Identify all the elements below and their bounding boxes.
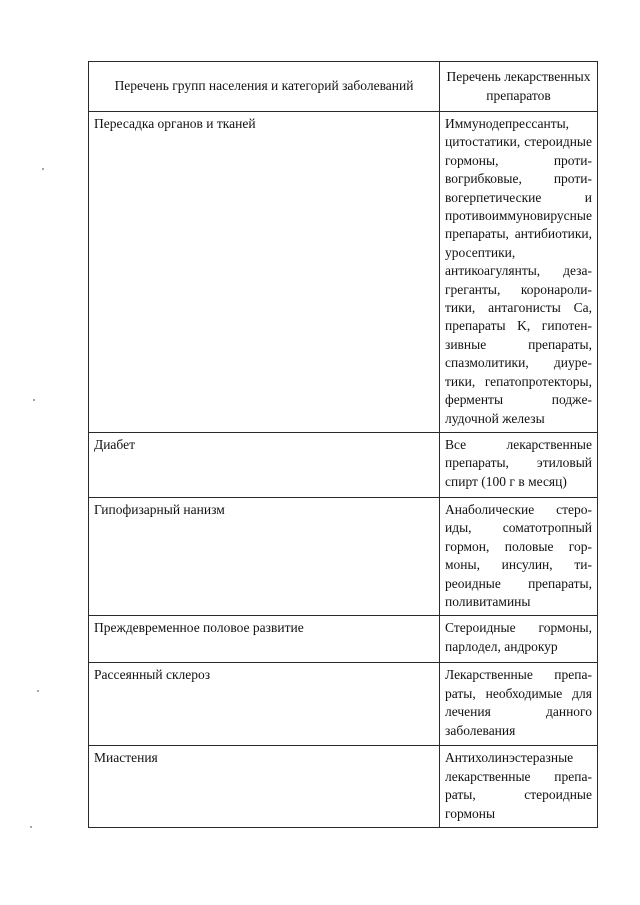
table-row xyxy=(89,497,598,615)
scan-speck xyxy=(42,168,44,170)
drugs-cell: Антихолинэстеразные лекарственные препараты, стероидные гормоны xyxy=(440,746,598,828)
scan-speck xyxy=(37,690,39,692)
group-cell: Рассеянный склероз xyxy=(89,663,440,746)
drug-list-table xyxy=(88,61,598,828)
scan-speck xyxy=(33,399,35,401)
table-header-row xyxy=(89,62,598,112)
scan-speck xyxy=(30,826,32,828)
drugs-cell: Лекарственные препараты, необходимые для лечения данного заболевания xyxy=(440,663,598,746)
table-row xyxy=(89,112,598,433)
group-cell: Миастения xyxy=(89,746,440,828)
group-cell: Гипофизарный нанизм xyxy=(89,497,440,615)
table-row xyxy=(89,432,598,497)
group-cell: Преждевременное половое развитие xyxy=(89,616,440,663)
drugs-cell: Иммунодепрессанты, цитостатики, стероидные гормоны, противогрибковые, противогерпетические и противоиммуновирусные препараты, антибиотики, уросептики, антикоагулянты, дезагреганты, коронаролитики, антагонисты Са, препараты K, гипотензивные препараты, спазмолитики, диуретики, гепатопротекторы, ферменты поджeлудочной железы xyxy=(440,112,598,433)
header-population-groups: Перечень групп населения и категорий заболеваний xyxy=(89,62,440,112)
group-cell: Пересадка органов и тканей xyxy=(89,112,440,433)
group-cell: Диабет xyxy=(89,432,440,497)
table-row xyxy=(89,663,598,746)
drugs-cell: Анаболические стероиды, соматотропный гормон, половые гормоны, инсулин, тиреоидные препараты, поливитамины xyxy=(440,497,598,615)
table-row xyxy=(89,616,598,663)
table-row xyxy=(89,746,598,828)
drugs-cell: Все лекарственные препараты, этиловый спирт (100 г в месяц) xyxy=(440,432,598,497)
drugs-cell: Стероидные гормоны, парлодел, андрокур xyxy=(440,616,598,663)
header-drug-list: Перечень лекарственных препаратов xyxy=(440,62,598,112)
